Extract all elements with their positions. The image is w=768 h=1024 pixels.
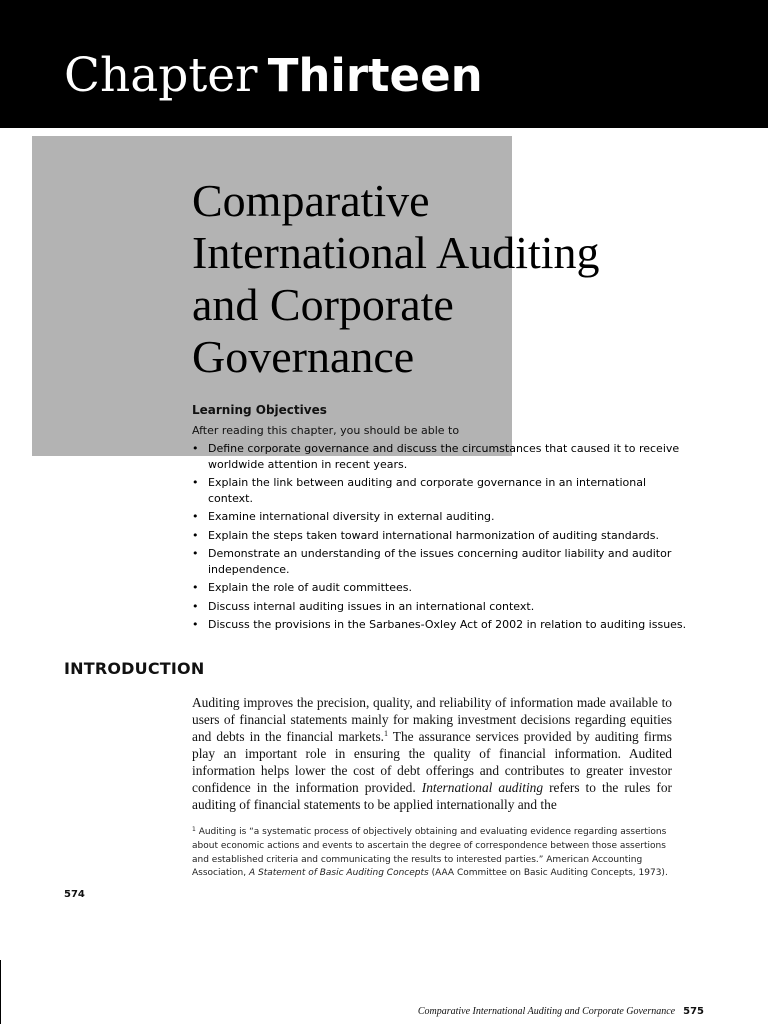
page-number-right: 575 [683,1006,704,1017]
chapter-heading [64,48,483,103]
footnote-citation-title: A Statement of Basic Auditing Concepts [248,868,429,879]
paragraph-text: The assurance services provided by auditing firms play an important role in ensuring the quality of financial information. Audited information helps lower the cost of debt offerings and contributes to greater investor confidence in the information provided. [192,729,672,795]
objective-text: Define corporate governance and discuss the circumstances that caused it to receive worldwide attention in recent years. [208,442,680,471]
running-footer [418,1005,704,1019]
objective-item [192,509,692,525]
objective-item [192,580,692,596]
objective-text: Discuss internal auditing issues in an international context. [208,599,535,613]
chapter-title [192,175,600,383]
bullet-icon: • [192,528,199,542]
bullet-icon: • [192,442,199,455]
paragraph-text: refers to the rules for auditing of financial statements to be applied internationally and the [192,780,673,812]
paragraph-text: Auditing improves the precision, quality, and reliability of information made available to users of financial statements mainly for making investment decisions regarding equities and debts in the financial markets. [192,695,672,744]
chapter-number: Thirteen [267,49,483,102]
objective-text: Explain the role of audit committees. [208,581,412,594]
objective-text: Explain the steps taken toward international harmonization of auditing standards. [208,528,659,542]
footnote-marker: 1 [192,826,196,833]
objective-text: Demonstrate an understanding of the issues concerning auditor liability and auditor independence. [208,547,672,576]
chapter-header-band [0,0,768,128]
learning-objectives [192,402,692,636]
introduction-paragraph [192,694,672,813]
objective-text: Examine international diversity in external auditing. [208,510,495,523]
chapter-title-line: Comparative [192,175,430,226]
objective-text: Explain the link between auditing and corporate governance in an international context. [208,476,647,505]
learning-objectives-heading: Learning Objectives [192,403,327,417]
objective-item [192,528,692,544]
objective-item [192,441,692,472]
footnote-reference: 1 [384,729,389,738]
objective-item [192,599,692,615]
footnote-text: Auditing is “a systematic process of objectively obtaining and evaluating evidence regarding assertions about economic actions and events to ascertain the degree of correspondence between those assertions and established criteria and communicating the results to interested parties.” American Accounting Association, [192,827,667,879]
bullet-icon: • [192,599,199,613]
footnote-text: (AAA Committee on Basic Auditing Concepts, 1973). [428,868,668,879]
objective-item [192,617,692,633]
objective-item [192,546,692,577]
objective-text: Discuss the provisions in the Sarbanes-Oxley Act of 2002 in relation to auditing issues. [208,618,687,631]
page-divider [0,960,1,1024]
introduction-heading: INTRODUCTION [64,659,205,678]
bullet-icon: • [192,618,199,631]
bullet-icon: • [192,510,199,523]
objective-item [192,475,692,506]
bullet-icon: • [192,547,199,560]
learning-objectives-intro: After reading this chapter, you should be able to [192,424,460,437]
paragraph-emphasis: International auditing [421,780,544,795]
running-title: Comparative International Auditing and Corporate Governance [417,1006,676,1017]
page-number-left: 574 [64,889,85,900]
bullet-icon: • [192,581,199,594]
chapter-title-line: International Auditing [192,227,600,278]
chapter-title-line: and Corporate [192,279,454,330]
chapter-title-line: Governance [192,331,415,382]
learning-objectives-list [192,441,692,633]
chapter-word: Chapter [64,48,258,103]
footnote [192,826,672,881]
bullet-icon: • [192,476,199,489]
